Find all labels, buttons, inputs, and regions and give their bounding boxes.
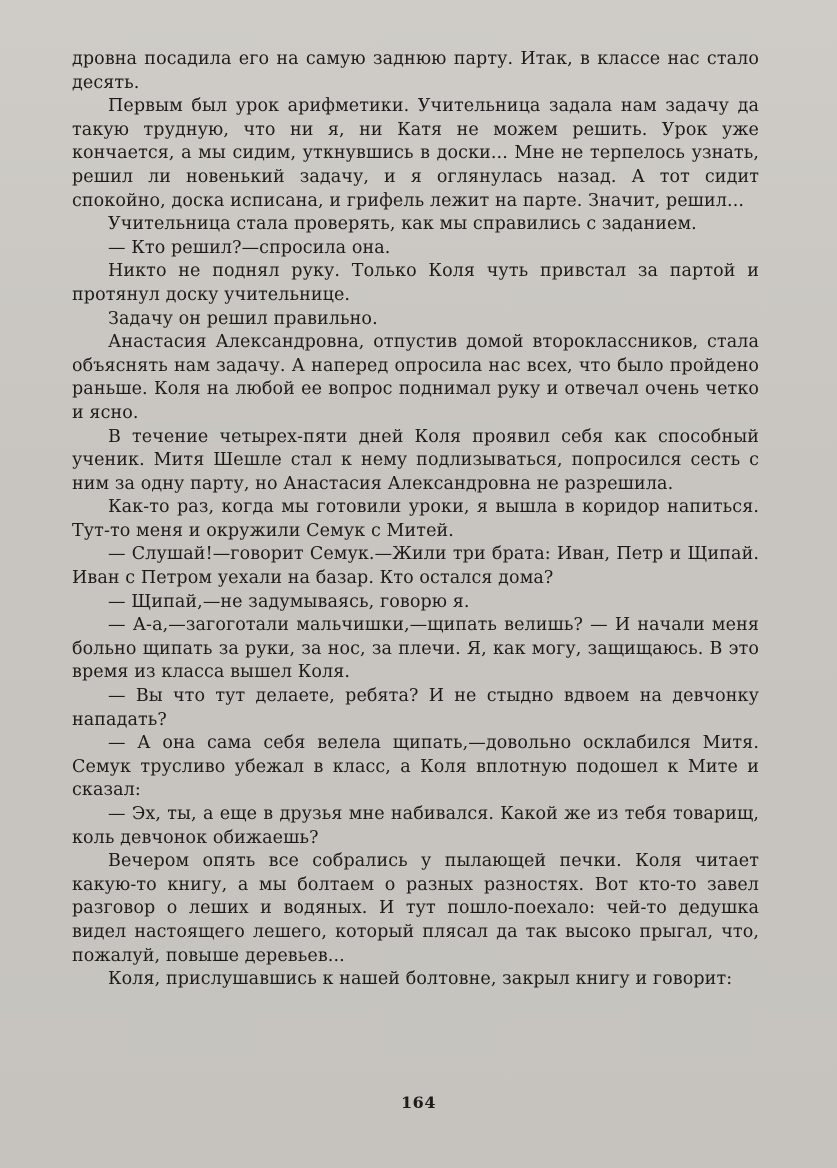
paragraph: — Щипай,—не задумываясь, говорю я. <box>108 591 470 612</box>
paragraph: — А она сама себя велела щипать,—довольно осклабился Митя. Семук трусливо убежал в класс, а Коля вплотную подошел к Мите и сказал: <box>72 733 759 801</box>
paragraph: — Кто решил?—спросила она. <box>108 237 391 258</box>
paragraph: Вечером опять все собрались у пылающей печки. Коля читает какую-то книгу, а мы болтаем о разных разностях. Вот кто-то завел разговор о леших и водяных. И тут пошло-поехало: чей-то дедушка видел настоящего лешего, который плясал да так высоко прыгал, что, пожалуй, повыше деревьев... <box>72 851 759 966</box>
paragraph: дровна посадила его на самую заднюю парту. Итак, в классе нас стало десять. <box>72 49 759 93</box>
body-text <box>72 48 759 992</box>
paragraph: Первым был урок арифметики. Учительница задала нам задачу да такую трудную, что ни я, ни Катя не можем решить. Урок уже кончается, а мы сидим, уткнувшись в доски... Мне не терпелось узнать, решил ли новенький задачу, и я оглянулась назад. А тот сидит спокойно, доска исписана, и грифель лежит на парте. Значит, решил... <box>72 96 759 211</box>
paragraph: Анастасия Александровна, отпустив домой второклассников, стала объяснять нам задачу. А наперед опросила нас всех, что было пройдено раньше. Коля на любой ее вопрос поднимал руку и отвечал очень четко и ясно. <box>72 332 759 423</box>
paragraph: Задачу он решил правильно. <box>108 308 378 329</box>
paragraph: — Слушай!—говорит Семук.—Жили три брата: Иван, Петр и Щипай. Иван с Петром уехали на базар. Кто остался дома? <box>72 544 759 589</box>
paragraph: Никто не поднял руку. Только Коля чуть привстал за партой и протянул доску учительнице. <box>72 261 759 305</box>
paragraph: — А-а,—загоготали мальчишки,—щипать велишь? — И начали меня больно щипать за руки, за нос, за плечи. Я, как могу, защищаюсь. В это время из класса вышел Коля. <box>72 615 759 683</box>
page-number: 164 <box>401 1093 436 1112</box>
paragraph: Учительница стала проверять, как мы справились с заданием. <box>108 214 697 235</box>
paragraph: В течение четырех-пяти дней Коля проявил себя как способный ученик. Митя Шешле стал к нему подлизываться, попросился сесть с ним за одну парту, но Анастасия Александровна не разрешила. <box>72 426 759 494</box>
paragraph: Как-то раз, когда мы готовили уроки, я вышла в коридор напиться. Тут-то меня и окружили Семук с Митей. <box>72 497 759 541</box>
paragraph: Коля, прислушавшись к нашей болтовне, закрыл книгу и говорит: <box>108 969 733 990</box>
paragraph: — Вы что тут делаете, ребята? И не стыдно вдвоем на девчонку нападать? <box>72 686 759 730</box>
paragraph: — Эх, ты, а еще в друзья мне набивался. Какой же из тебя товарищ, коль девчонок обижаешь? <box>72 804 759 848</box>
